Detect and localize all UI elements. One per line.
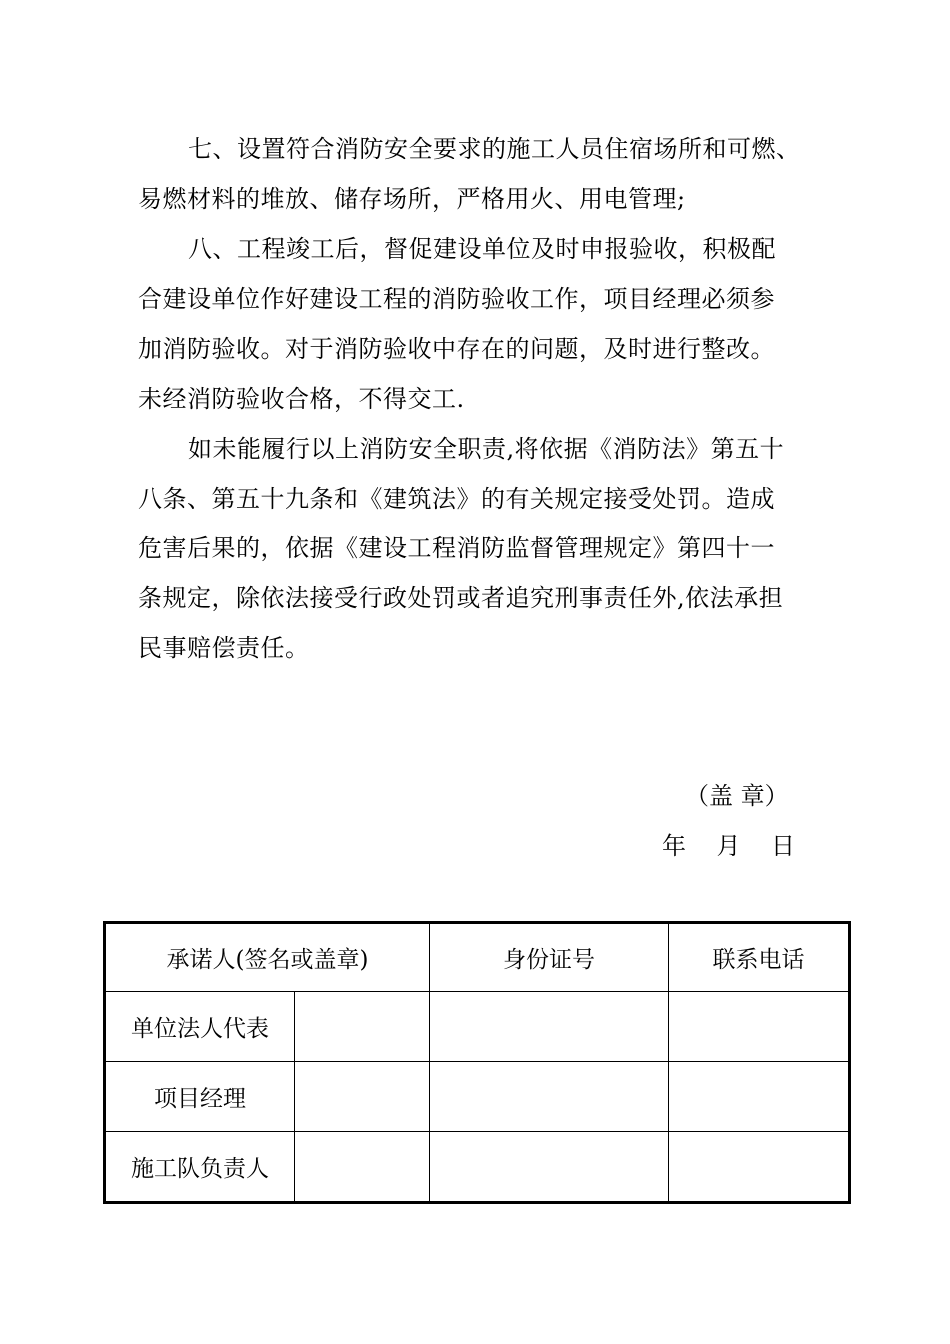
item8-line-4: 未经消防验收合格，不得交工. xyxy=(138,385,465,413)
header-promisor: 承诺人(签名或盖章) xyxy=(105,923,430,992)
signature-cell xyxy=(295,1062,430,1132)
penalty-line-3: 危害后果的，依据《建设工程消防监督管理规定》第四十一 xyxy=(138,534,775,562)
item8-line-2: 合建设单位作好建设工程的消防验收工作，项目经理必须参 xyxy=(138,285,775,313)
signature-cell xyxy=(295,992,430,1062)
row-label-team-leader: 施工队负责人 xyxy=(105,1132,295,1203)
item7-line-1: 七、设置符合消防安全要求的施工人员住宿场所和可燃、 xyxy=(188,135,801,163)
id-number-cell xyxy=(430,1062,669,1132)
item8-line-1: 八、工程竣工后，督促建设单位及时申报验收，积极配 xyxy=(188,235,776,263)
signature-table xyxy=(103,921,851,1204)
phone-cell xyxy=(669,1062,850,1132)
phone-cell xyxy=(669,992,850,1062)
item7-line-2: 易燃材料的堆放、储存场所，严格用火、用电管理; xyxy=(138,185,686,213)
table-row xyxy=(105,1062,850,1132)
date-line: 年 月 日 xyxy=(662,832,796,860)
penalty-line-4: 条规定，除依法接受行政处罚或者追究刑事责任外,依法承担 xyxy=(138,584,784,612)
row-label-project-manager: 项目经理 xyxy=(105,1062,295,1132)
id-number-cell xyxy=(430,992,669,1062)
item8-line-3: 加消防验收。对于消防验收中存在的问题，及时进行整改。 xyxy=(138,335,775,363)
table-row xyxy=(105,992,850,1062)
header-phone: 联系电话 xyxy=(669,923,850,992)
id-number-cell xyxy=(430,1132,669,1203)
penalty-line-1: 如未能履行以上消防安全职责,将依据《消防法》第五十 xyxy=(188,435,785,463)
table-row xyxy=(105,1132,850,1203)
header-id-number: 身份证号 xyxy=(430,923,669,992)
penalty-line-5: 民事赔偿责任。 xyxy=(138,634,310,662)
signature-cell xyxy=(295,1132,430,1203)
phone-cell xyxy=(669,1132,850,1203)
row-label-legal-rep: 单位法人代表 xyxy=(105,992,295,1062)
table-header-row xyxy=(105,923,850,992)
penalty-line-2: 八条、第五十九条和《建筑法》的有关规定接受处罚。造成 xyxy=(138,485,775,513)
seal-label: （盖 章） xyxy=(685,782,789,810)
